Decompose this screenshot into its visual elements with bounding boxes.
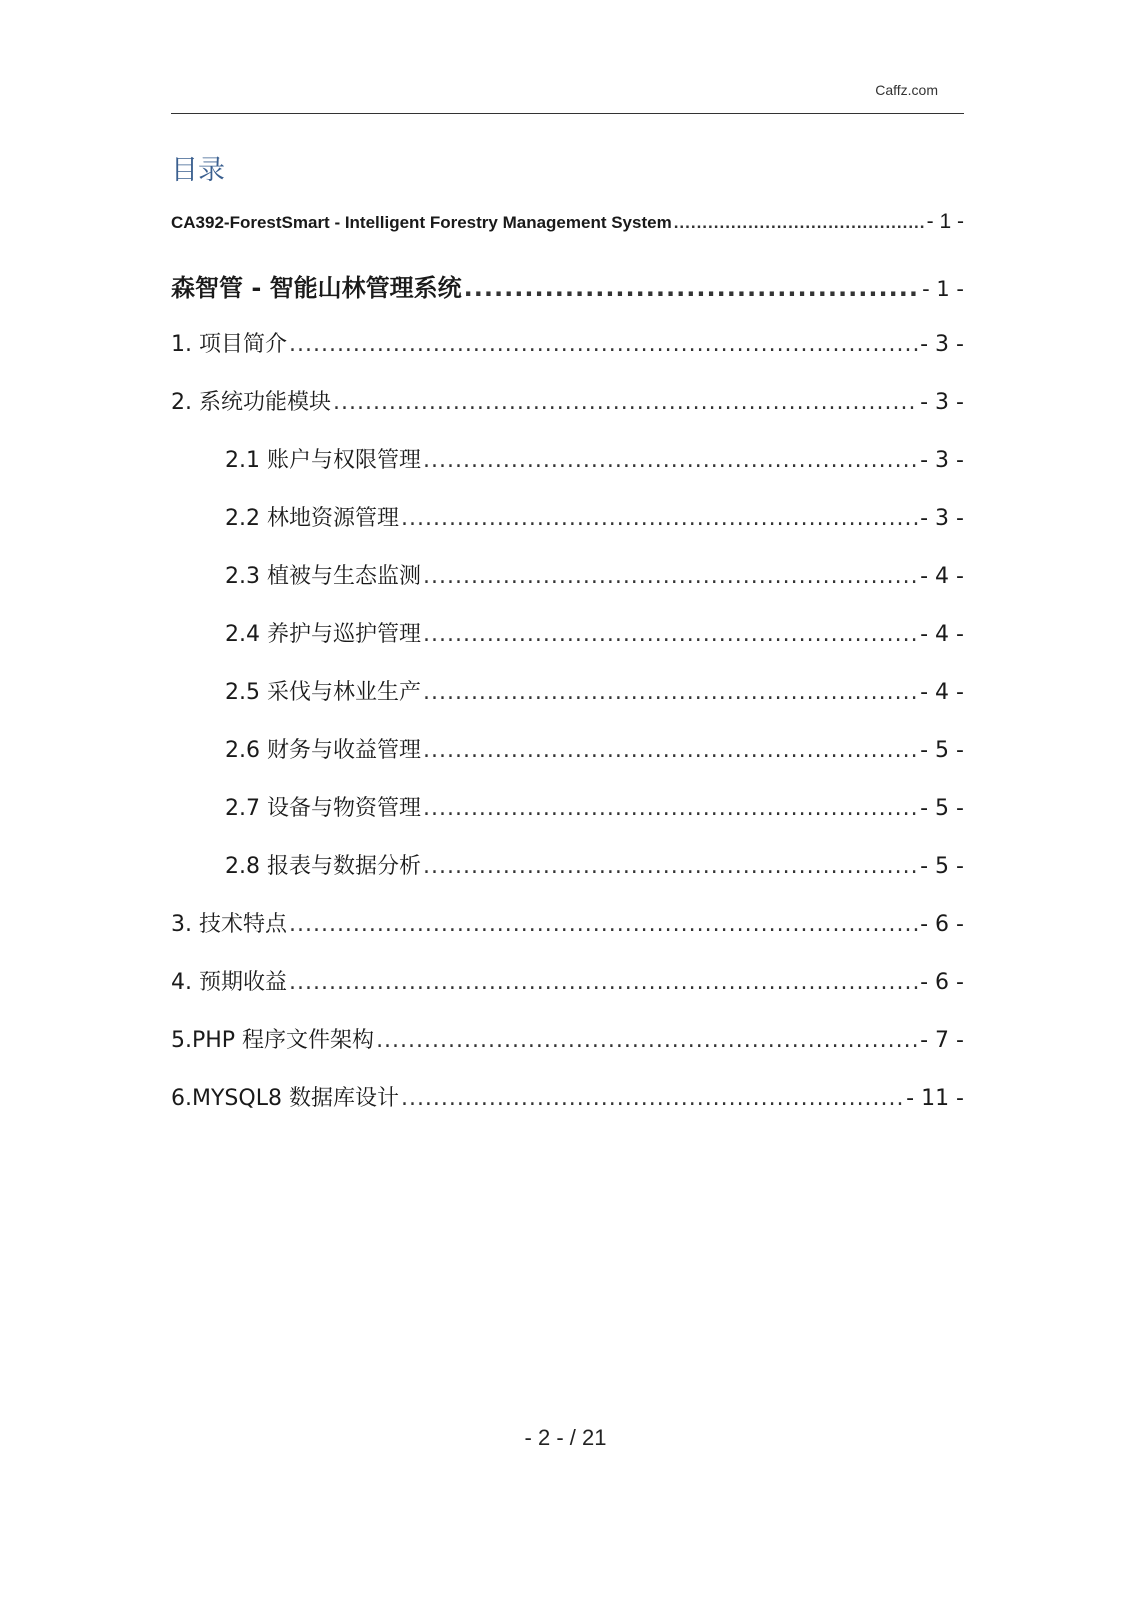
toc-entry-label: 6.MYSQL8 数据库设计 [171, 1086, 399, 1111]
toc-entry-page: - 4 - [920, 622, 964, 647]
toc-entry-page: - 6 - [920, 912, 964, 937]
toc-entry[interactable] [171, 210, 964, 234]
toc-entry[interactable] [171, 327, 964, 358]
toc-leader-dots [423, 564, 918, 589]
toc-entry-label: 4. 预期收益 [171, 970, 287, 995]
header-divider [171, 113, 964, 114]
toc-entry-page: - 3 - [920, 332, 964, 357]
toc-entry-label: 2.5 采伐与林业生产 [225, 680, 421, 705]
toc-entry-page: - 1 - [922, 277, 964, 301]
toc-entry[interactable] [225, 733, 964, 764]
page-number: - 2 - / 21 [524, 1425, 607, 1450]
toc-entry[interactable] [225, 675, 964, 706]
toc-leader-dots [423, 448, 918, 473]
toc-entry-label: 2.7 设备与物资管理 [225, 796, 421, 821]
toc-entry[interactable] [225, 617, 964, 648]
toc-entry[interactable] [171, 1023, 964, 1054]
toc-entry-page: - 3 - [920, 448, 964, 473]
toc-entry-page: - 5 - [920, 796, 964, 821]
toc-entry[interactable] [171, 268, 964, 303]
toc-leader-dots [401, 1086, 904, 1111]
toc-leader-dots [376, 1028, 918, 1053]
toc-entry-label: 1. 项目简介 [171, 332, 287, 357]
toc-leader-dots [333, 390, 918, 415]
toc-entry-label: 2.2 林地资源管理 [225, 506, 399, 531]
toc-entry-label: 3. 技术特点 [171, 912, 287, 937]
toc-entry[interactable] [225, 501, 964, 532]
toc-entry-page: - 5 - [920, 738, 964, 763]
toc-entry[interactable] [225, 791, 964, 822]
toc-entry-label: 2.4 养护与巡护管理 [225, 622, 421, 647]
toc-entry[interactable] [171, 907, 964, 938]
toc-entry-page: - 7 - [920, 1028, 964, 1053]
toc-entry-label: 森智管 - 智能山林管理系统 [171, 274, 462, 302]
toc-entry-label: 2. 系统功能模块 [171, 390, 331, 415]
toc-entry-label: 2.8 报表与数据分析 [225, 854, 421, 879]
header-site-name: Caffz.com [875, 82, 938, 98]
toc-entry-label: 2.1 账户与权限管理 [225, 448, 421, 473]
toc-entry-page: - 1 - [926, 210, 964, 233]
toc-leader-dots [674, 213, 925, 233]
toc-leader-dots [289, 912, 918, 937]
toc-entry-page: - 5 - [920, 854, 964, 879]
toc-title: 目录 [171, 155, 225, 186]
toc-entry-label: 5.PHP 程序文件架构 [171, 1028, 375, 1053]
toc-entry-page: - 4 - [920, 564, 964, 589]
toc-entry[interactable] [171, 385, 964, 416]
toc-entry[interactable] [171, 1081, 964, 1112]
toc-leader-dots [423, 854, 918, 879]
toc-entry-page: - 6 - [920, 970, 964, 995]
toc-entry[interactable] [225, 443, 964, 474]
toc-entry[interactable] [225, 559, 964, 590]
toc-entry-page: - 11 - [906, 1086, 964, 1111]
toc-leader-dots [401, 506, 918, 531]
toc-leader-dots [289, 970, 918, 995]
toc-entry-page: - 3 - [920, 506, 964, 531]
toc-leader-dots [423, 796, 918, 821]
toc-entry[interactable] [225, 849, 964, 880]
toc-entry-label: 2.3 植被与生态监测 [225, 564, 421, 589]
toc-entry-label: 2.6 财务与收益管理 [225, 738, 421, 763]
toc-entry-page: - 4 - [920, 680, 964, 705]
toc-leader-dots [423, 622, 918, 647]
toc-entry-page: - 3 - [920, 390, 964, 415]
toc-leader-dots [289, 332, 918, 357]
toc-leader-dots [423, 738, 918, 763]
toc-leader-dots [423, 680, 918, 705]
toc-entry-label: CA392-ForestSmart - Intelligent Forestry Management System [171, 213, 672, 232]
toc-leader-dots [464, 274, 920, 302]
toc-entry[interactable] [171, 965, 964, 996]
